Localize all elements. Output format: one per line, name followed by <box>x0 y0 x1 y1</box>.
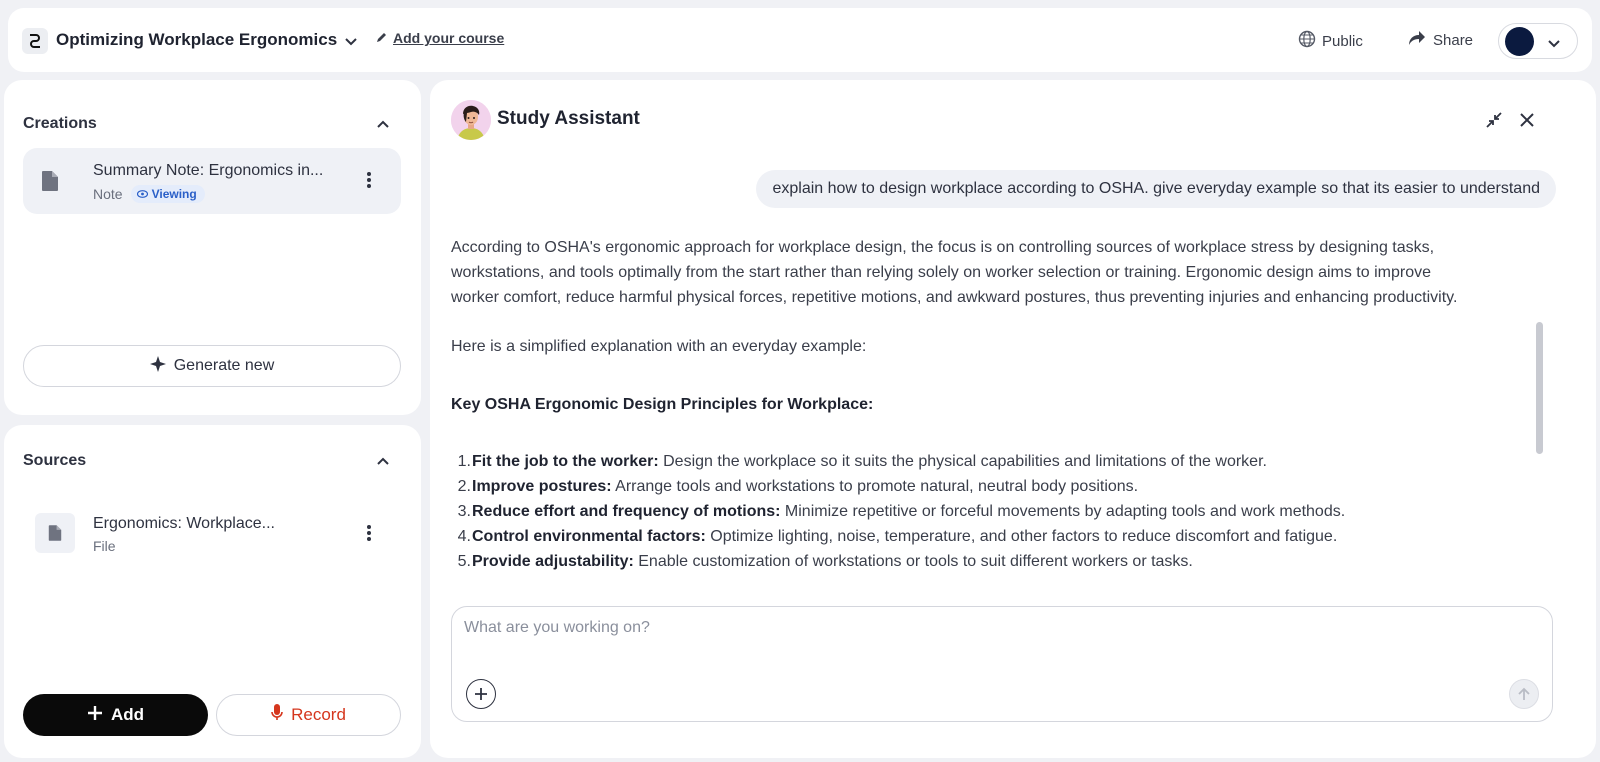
list-item <box>451 549 1345 574</box>
response-line: workstations, and tools optimally from the start rather than relying solely on worker selection or training. Ergonomic design aims to improve <box>451 264 1431 281</box>
close-icon[interactable] <box>1517 110 1537 130</box>
message-composer <box>451 606 1553 722</box>
record-label: Record <box>291 705 346 724</box>
chevron-down-icon[interactable] <box>344 34 358 52</box>
principle-title: Control environmental factors: <box>472 528 706 545</box>
response-heading <box>451 392 873 417</box>
assistant-response-paragraph <box>451 235 1457 310</box>
principle-title: Fit the job to the worker: <box>472 453 659 470</box>
sparkle-icon <box>150 356 166 377</box>
study-assistant-panel <box>430 80 1596 758</box>
sources-panel <box>4 425 421 758</box>
globe-icon <box>1298 30 1316 52</box>
plus-icon <box>87 705 103 726</box>
response-line: According to OSHA's ergonomic approach for workplace design, the focus is on controlling sources of workplace stress by designing tasks, <box>451 239 1435 256</box>
list-item <box>451 499 1345 524</box>
more-options-icon[interactable] <box>359 170 379 192</box>
eye-icon <box>137 187 148 201</box>
send-arrow-icon[interactable] <box>1509 679 1539 709</box>
chevron-down-icon <box>1547 36 1561 54</box>
list-number: 1. <box>457 453 471 470</box>
source-item[interactable] <box>23 501 401 567</box>
response-line: worker comfort, reduce harmful physical forces, repetitive motions, and awkward postures, thus preventing injuries and enhancing productivity. <box>451 289 1458 306</box>
share-label: Share <box>1433 31 1474 49</box>
list-number: 4. <box>457 528 471 545</box>
top-bar <box>8 8 1592 72</box>
avatar <box>1505 27 1534 56</box>
collapse-chevron-up-icon[interactable] <box>376 116 390 134</box>
account-menu[interactable] <box>1498 23 1578 59</box>
principles-heading: Key OSHA Ergonomic Design Principles for Workplace: <box>451 396 874 413</box>
chat-scrollbar[interactable] <box>1536 322 1543 454</box>
more-options-icon[interactable] <box>359 523 379 545</box>
assistant-title: Study Assistant <box>497 108 640 129</box>
viewing-badge <box>131 185 205 203</box>
document-icon <box>37 166 63 196</box>
list-number: 5. <box>457 553 471 570</box>
principle-title: Reduce effort and frequency of motions: <box>472 503 781 520</box>
principle-text: Enable customization of workstations or tools to suit different workers or tasks. <box>633 553 1193 570</box>
creation-title: Summary Note: Ergonomics in... <box>93 162 324 179</box>
principle-text: Optimize lighting, noise, temperature, and other factors to reduce discomfort and fatigue. <box>705 528 1338 545</box>
response-intro-text: Here is a simplified explanation with an everyday example: <box>451 338 867 355</box>
list-number: 2. <box>457 478 471 495</box>
source-type: File <box>93 538 116 554</box>
add-course-label: Add your course <box>393 30 505 46</box>
creation-item[interactable] <box>23 148 401 214</box>
list-item <box>451 524 1345 549</box>
user-message: explain how to design workplace according to OSHA. give everyday example so that its easier to understand <box>756 170 1556 208</box>
viewing-badge-label: Viewing <box>151 187 197 201</box>
message-input[interactable] <box>464 619 1524 637</box>
principle-text: Design the workplace so it suits the physical capabilities and limitations of the worker. <box>658 453 1267 470</box>
record-button[interactable] <box>216 694 401 736</box>
assistant-avatar <box>451 100 491 140</box>
attach-plus-icon[interactable] <box>466 679 496 709</box>
pencil-icon <box>376 30 387 46</box>
collapse-chevron-up-icon[interactable] <box>376 453 390 471</box>
principles-list <box>451 449 1345 574</box>
minimize-icon[interactable] <box>1484 110 1504 130</box>
microphone-icon <box>271 704 283 726</box>
creations-title: Creations <box>23 115 97 132</box>
share-button[interactable] <box>1408 30 1473 50</box>
public-label: Public <box>1322 32 1363 50</box>
file-icon <box>35 513 75 553</box>
generate-new-button[interactable] <box>23 345 401 387</box>
add-source-button[interactable] <box>23 694 208 736</box>
creation-meta <box>93 185 205 203</box>
course-title[interactable]: Optimizing Workplace Ergonomics <box>56 30 338 49</box>
add-course-link[interactable] <box>376 30 504 46</box>
principle-text: Arrange tools and workstations to promote natural, neutral body positions. <box>611 478 1139 495</box>
creation-type: Note <box>93 186 123 202</box>
principle-title: Provide adjustability: <box>472 553 634 570</box>
list-item <box>451 449 1345 474</box>
add-label: Add <box>110 705 145 724</box>
response-intro <box>451 334 866 359</box>
app-logo-icon[interactable] <box>22 28 48 54</box>
list-number: 3. <box>457 503 471 520</box>
list-item <box>451 474 1345 499</box>
share-arrow-icon <box>1408 30 1426 50</box>
creations-panel <box>4 80 421 415</box>
principle-title: Improve postures: <box>472 478 612 495</box>
generate-new-label: Generate new <box>173 357 275 374</box>
sources-title: Sources <box>23 452 87 469</box>
principle-text: Minimize repetitive or forceful movements by adapting tools and work methods. <box>780 503 1346 520</box>
source-title: Ergonomics: Workplace... <box>93 515 275 532</box>
public-button[interactable] <box>1298 30 1363 52</box>
